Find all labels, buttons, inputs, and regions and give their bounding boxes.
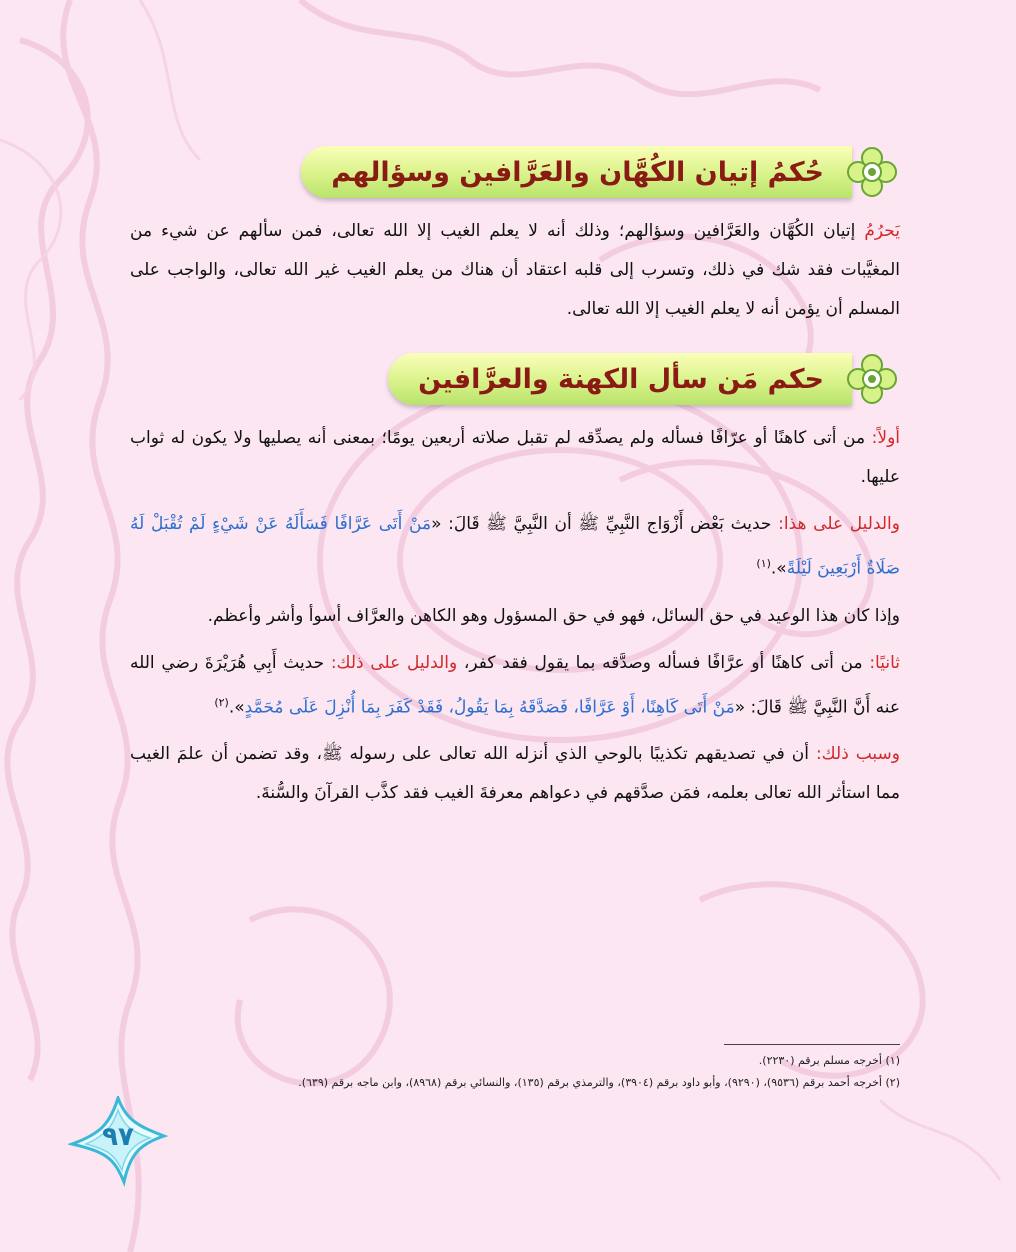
hadith-2: مَنْ أَتَى كَاهِنًا، أَوْ عَرَّافًا، فَصَدَّقَهُ بِمَا يَقُولُ، فَقَدْ كَفَرَ بِمَا أُنْزِلَ عَلَى مُحَمَّدٍ <box>244 697 735 718</box>
text-evidence-2: حديث أَبِي هُرَيْرَةَ رضي الله عنه أَنَّ النَّبِيَّ ﷺ قَالَ: « <box>130 652 900 718</box>
flower-ornament-icon <box>844 144 900 200</box>
text-second: من أتى كاهنًا أو عرَّافًا فسأله وصدَّقه بما يقول فقد كفر، <box>463 652 870 673</box>
lead-evidence-2: والدليل على ذلك: <box>330 652 464 673</box>
lead-word: يَحرُمُ <box>864 221 900 241</box>
page-number-badge <box>68 1096 168 1192</box>
footnote-divider <box>724 1044 900 1045</box>
hadith-1: مَنْ أَتَى عَرَّافًا فَسَأَلَهُ عَنْ شَيْءٍ لَمْ تُقْبَلْ لَهُ صَلَاةٌ أَرْبَعِينَ لَيْلَةً <box>130 514 900 579</box>
heading-text: حكم مَن سأل الكهنة والعرَّافين <box>418 363 824 395</box>
section-heading-1 <box>130 140 900 198</box>
heading-text: حُكمُ إتيان الكُهَّان والعَرَّافين وسؤالهم <box>331 156 824 188</box>
paragraph-evidence-1 <box>130 505 900 589</box>
paragraph-prohibition <box>130 212 900 329</box>
footnote-ref-2: (٢) <box>214 695 229 709</box>
hadith-2-close: ». <box>228 697 245 718</box>
lead-second: ثانيًا: <box>869 652 900 673</box>
paragraph-second <box>130 644 900 728</box>
section-heading-2 <box>130 347 900 405</box>
paragraph-text: إتيان الكُهَّان والعَرَّافين وسؤالهم؛ وذلك أنه لا يعلم الغيب إلا الله تعالى، فمن سألهم عن شيء من المغيَّبات فقد شك في ذلك، وتسرب إلى قلبه اعتقاد أن هناك من يعلم الغيب غير الله تعالى، والواجب على المسلم أن يؤمن أنه لا يعلم الغيب إلا الله تعالى. <box>130 221 900 319</box>
footnote-2: (٢) أخرجه أحمد برقم (٩٥٣٦)، (٩٢٩٠)، وأبو داود برقم (٣٩٠٤)، والترمذي برقم (١٣٥)، والنسائي برقم (٨٩٦٨)، وابن ماجه برقم (٦٣٩). <box>298 1076 900 1089</box>
flower-ornament-icon <box>844 351 900 407</box>
lead-evidence-1: والدليل على هذا: <box>778 514 900 534</box>
text-evidence-1: حديث بَعْض أَزْوَاج النَّبِيِّ ﷺ أن النَّبِيَّ ﷺ قَالَ: « <box>431 514 779 534</box>
text-first: من أتى كاهنًا أو عرّافًا فسأله ولم يصدِّقه لم تقبل صلاته أربعين يومًا؛ بمعنى أنه يصليها ولا يكون له ثواب عليها. <box>130 428 900 487</box>
page-content <box>130 140 900 821</box>
paragraph-reason <box>130 735 900 813</box>
paragraph-first <box>130 419 900 497</box>
footnote-1: (١) أخرجه مسلم برقم (٢٢٣٠). <box>758 1054 900 1067</box>
paragraph-conclusion <box>130 597 900 636</box>
lead-reason: وسبب ذلك: <box>815 744 900 765</box>
heading-bar <box>301 146 852 198</box>
footnotes <box>170 1050 900 1094</box>
page-number: ٩٧ <box>102 1122 134 1152</box>
text-reason: أن في تصديقهم تكذيبًا بالوحي الذي أنزله الله تعالى على رسوله ﷺ، وقد تضمن أن علمَ الغيب مما استأثر الله تعالى بعلمه، فمَن صدَّقهم في دعواهم معرفةَ الغيب فقد كذَّب القرآنَ والسُّنةَ. <box>130 744 900 804</box>
lead-first: أولاً: <box>871 428 900 448</box>
text-conclusion: وإذا كان هذا الوعيد في حق السائل، فهو في حق المسؤول وهو الكاهن والعرَّاف أسوأ وأشر وأعظم. <box>207 605 900 626</box>
hadith-1-close: ». <box>770 558 787 579</box>
heading-bar <box>388 353 852 405</box>
footnote-ref-1: (١) <box>756 557 771 570</box>
